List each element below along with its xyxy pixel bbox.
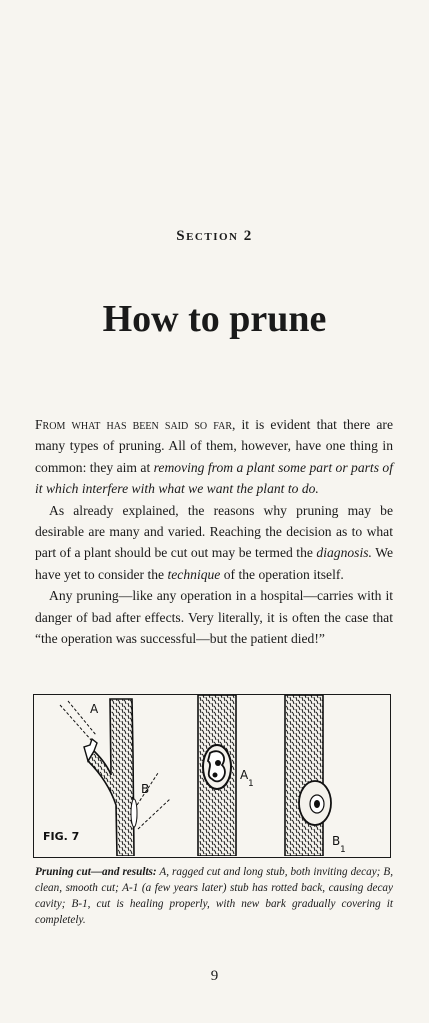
section-label: Section 2 xyxy=(176,228,253,244)
caption-lead: Pruning cut—and results: xyxy=(35,866,157,878)
marker-b: B xyxy=(141,782,150,796)
marker-a1-subscript: 1 xyxy=(248,779,254,789)
page-title: How to prune xyxy=(102,298,327,340)
branch-healing-cut xyxy=(285,695,331,856)
pruning-illustration xyxy=(34,695,389,856)
branch-decay-cavity xyxy=(198,695,236,856)
caption-text: A, ragged cut and long stub, both inviting decay; B, clean, smooth cut; A-1 (a few years later) stub has rotted back, causing decay cavity; B-1, cut is healing properly, with new bark gradually covering it completely. xyxy=(35,866,394,926)
marker-b1-subscript: 1 xyxy=(340,845,346,855)
paragraph xyxy=(35,414,393,500)
text-run: Any pruning—like any operation in a hospital—carries with it danger of bad after effects. Very literally, it is often the case that “the operation was successful—but the patient died!” xyxy=(35,588,393,647)
emphasis-text: removing from a plant some part or parts of it which interfere with what we want the plant to do. xyxy=(35,459,393,497)
paragraph xyxy=(35,585,393,649)
page-number: 9 xyxy=(210,968,219,984)
marker-a: A xyxy=(90,702,99,716)
paragraph xyxy=(35,500,393,586)
lead-in: From what has been said so far, xyxy=(35,417,236,432)
emphasis-text: diagnosis. xyxy=(316,545,372,561)
text-run: of the operation itself. xyxy=(220,566,344,582)
text-run: We have yet to consider the xyxy=(35,545,393,582)
body-text xyxy=(35,414,393,649)
text-run: As already explained, the reasons why pruning may be desirable are many and varied. Reaching the decision as to what part of a plant should be cut out may be termed the xyxy=(35,502,393,561)
figure-caption xyxy=(35,864,393,928)
emphasis-text: technique xyxy=(167,566,221,582)
marker-a1: A xyxy=(240,768,249,782)
text-run: it is evident that there are many types of pruning. All of them, however, have one thing in common: they aim at xyxy=(35,417,393,475)
pruning-figure xyxy=(33,694,391,858)
figure-label: FIG. 7 xyxy=(43,830,80,843)
marker-b1: B xyxy=(332,834,341,848)
